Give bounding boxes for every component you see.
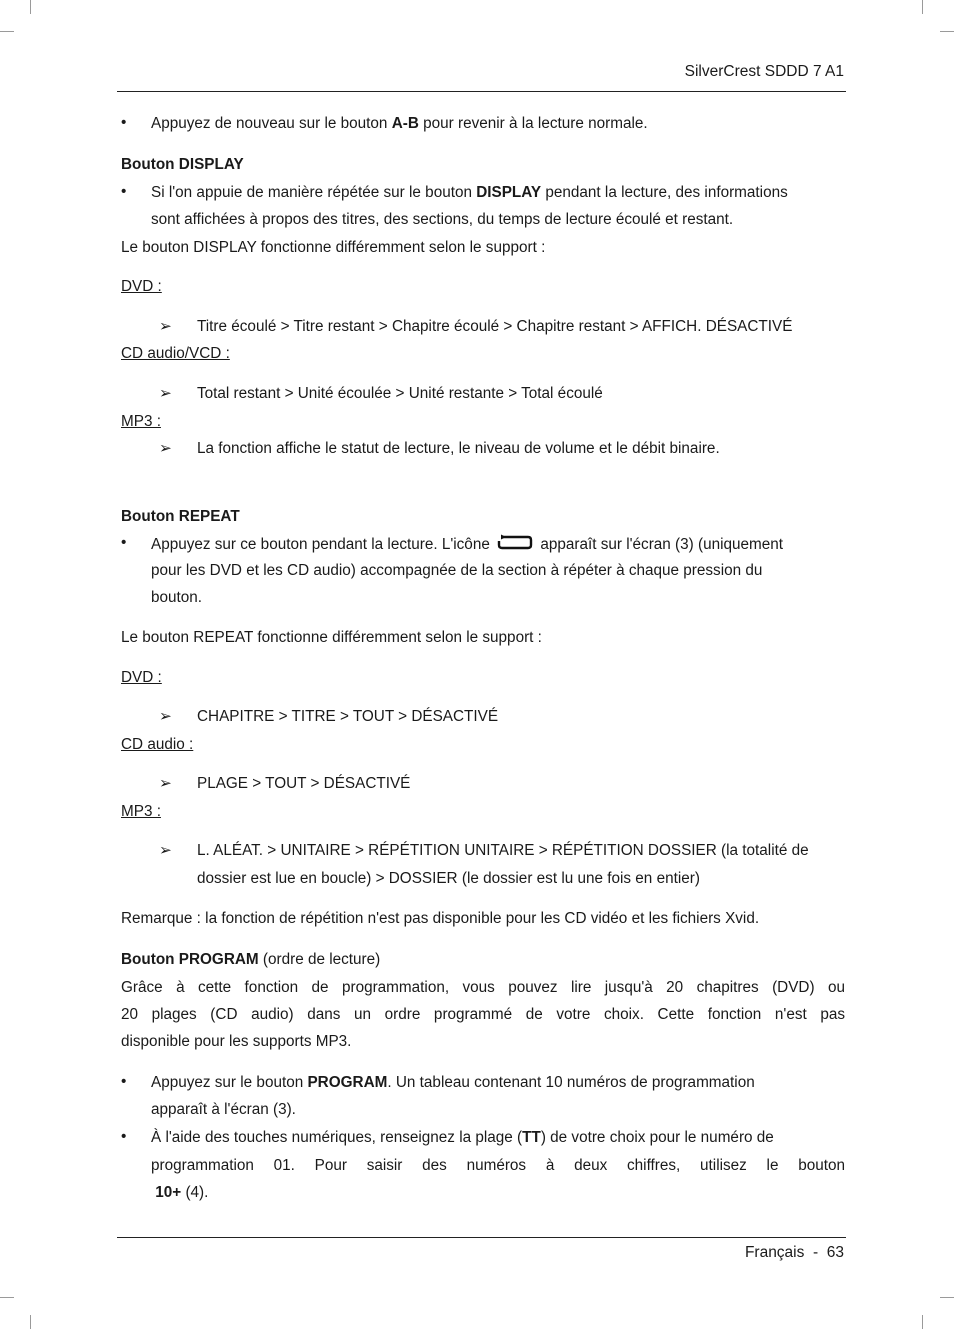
ab-paragraph: Appuyez de nouveau sur le bouton A-B pour revenir à la lecture normale. xyxy=(151,115,648,132)
bullet: • xyxy=(121,1128,127,1145)
header-rule xyxy=(117,91,846,92)
repeat-mp3-sequence: L. ALÉAT. > UNITAIRE > RÉPÉTITION UNITAIRE > RÉPÉTITION DOSSIER (la totalité de xyxy=(197,842,809,859)
program-key: PROGRAM xyxy=(307,1074,388,1091)
page-footer: Français - 63 xyxy=(744,1244,844,1261)
crop-mark xyxy=(922,0,923,14)
bullet: • xyxy=(121,114,127,131)
crop-mark xyxy=(0,1297,14,1298)
repeat-dvd-sequence: CHAPITRE > TITRE > TOUT > DÉSACTIVÉ xyxy=(197,708,499,725)
program-paragraph-line3: disponible pour les supports MP3. xyxy=(121,1033,352,1050)
display-mp3-label: MP3 : xyxy=(121,413,161,430)
display-dvd-sequence: Titre écoulé > Titre restant > Chapitre écoulé > Chapitre restant > AFFICH. DÉSACTIVÉ xyxy=(197,318,793,335)
display-intro: Le bouton DISPLAY fonctionne différemment selon le support : xyxy=(121,239,546,256)
program-paragraph-line1: Grâce à cette fonction de programmation, vous pouvez lire jusqu'à 20 chapitres (DVD) ou xyxy=(121,979,845,996)
footer-rule xyxy=(117,1237,846,1238)
repeat-icon xyxy=(497,534,533,557)
page-header-title: SilverCrest SDDD 7 A1 xyxy=(684,63,844,80)
crop-mark xyxy=(940,31,954,32)
display-heading: Bouton DISPLAY xyxy=(121,156,244,173)
arrow-bullet: ➢ xyxy=(159,318,172,335)
tt-key: TT xyxy=(522,1129,541,1146)
display-dvd-label: DVD : xyxy=(121,278,162,295)
repeat-paragraph-line3: bouton. xyxy=(151,589,203,606)
program-bullet1: Appuyez sur le bouton PROGRAM. Un tableau contenant 10 numéros de programmation xyxy=(151,1074,755,1091)
crop-mark xyxy=(30,0,31,14)
repeat-heading: Bouton REPEAT xyxy=(121,508,240,525)
bullet: • xyxy=(121,1073,127,1090)
program-paragraph-line2: 20 plages (CD audio) dans un ordre programmé de votre choix. Cette fonction n'est pas xyxy=(121,1006,845,1023)
repeat-dvd-label: DVD : xyxy=(121,669,162,686)
repeat-mp3-sequence-line2: dossier est lue en boucle) > DOSSIER (le dossier est lu une fois en entier) xyxy=(197,870,700,887)
program-bullet1-line2: apparaît à l'écran (3). xyxy=(151,1101,296,1118)
program-bullet2-line2: programmation 01. Pour saisir des numéros à deux chiffres, utilisez le bouton xyxy=(151,1157,845,1174)
display-cd-sequence: Total restant > Unité écoulée > Unité restante > Total écoulé xyxy=(197,385,603,402)
repeat-cd-label: CD audio : xyxy=(121,736,194,753)
arrow-bullet: ➢ xyxy=(159,385,172,402)
crop-mark xyxy=(922,1315,923,1329)
bullet: • xyxy=(121,534,127,551)
display-paragraph: Si l'on appuie de manière répétée sur le bouton DISPLAY pendant la lecture, des informations xyxy=(151,184,788,201)
display-key: DISPLAY xyxy=(476,184,542,201)
program-bullet2: À l'aide des touches numériques, renseignez la plage (TT) de votre choix pour le numéro de xyxy=(151,1129,774,1146)
arrow-bullet: ➢ xyxy=(159,775,172,792)
crop-mark xyxy=(0,31,14,32)
repeat-paragraph: Appuyez sur ce bouton pendant la lecture. L'icône apparaît sur l'écran (3) (uniquement xyxy=(151,534,783,557)
repeat-mp3-label: MP3 : xyxy=(121,803,161,820)
program-bullet2-line3: 10+ (4). xyxy=(155,1184,209,1201)
display-cd-label: CD audio/VCD : xyxy=(121,345,230,362)
repeat-remark: Remarque : la fonction de répétition n'est pas disponible pour les CD vidéo et les fichiers Xvid. xyxy=(121,910,760,927)
program-heading: Bouton PROGRAM (ordre de lecture) xyxy=(121,951,381,968)
ten-plus-key: 10+ xyxy=(155,1184,182,1201)
crop-mark xyxy=(940,1297,954,1298)
arrow-bullet: ➢ xyxy=(159,708,172,725)
arrow-bullet: ➢ xyxy=(159,440,172,457)
display-paragraph-line2: sont affichées à propos des titres, des sections, du temps de lecture écoulé et restant. xyxy=(151,211,734,228)
ab-key: A-B xyxy=(391,115,419,132)
repeat-cd-sequence: PLAGE > TOUT > DÉSACTIVÉ xyxy=(197,775,411,792)
crop-mark xyxy=(30,1315,31,1329)
arrow-bullet: ➢ xyxy=(159,842,172,859)
display-mp3-sequence: La fonction affiche le statut de lecture, le niveau de volume et le débit binaire. xyxy=(197,440,720,457)
repeat-paragraph-line2: pour les DVD et les CD audio) accompagnée de la section à répéter à chaque pression du xyxy=(151,562,763,579)
repeat-intro: Le bouton REPEAT fonctionne différemment selon le support : xyxy=(121,629,542,646)
bullet: • xyxy=(121,183,127,200)
